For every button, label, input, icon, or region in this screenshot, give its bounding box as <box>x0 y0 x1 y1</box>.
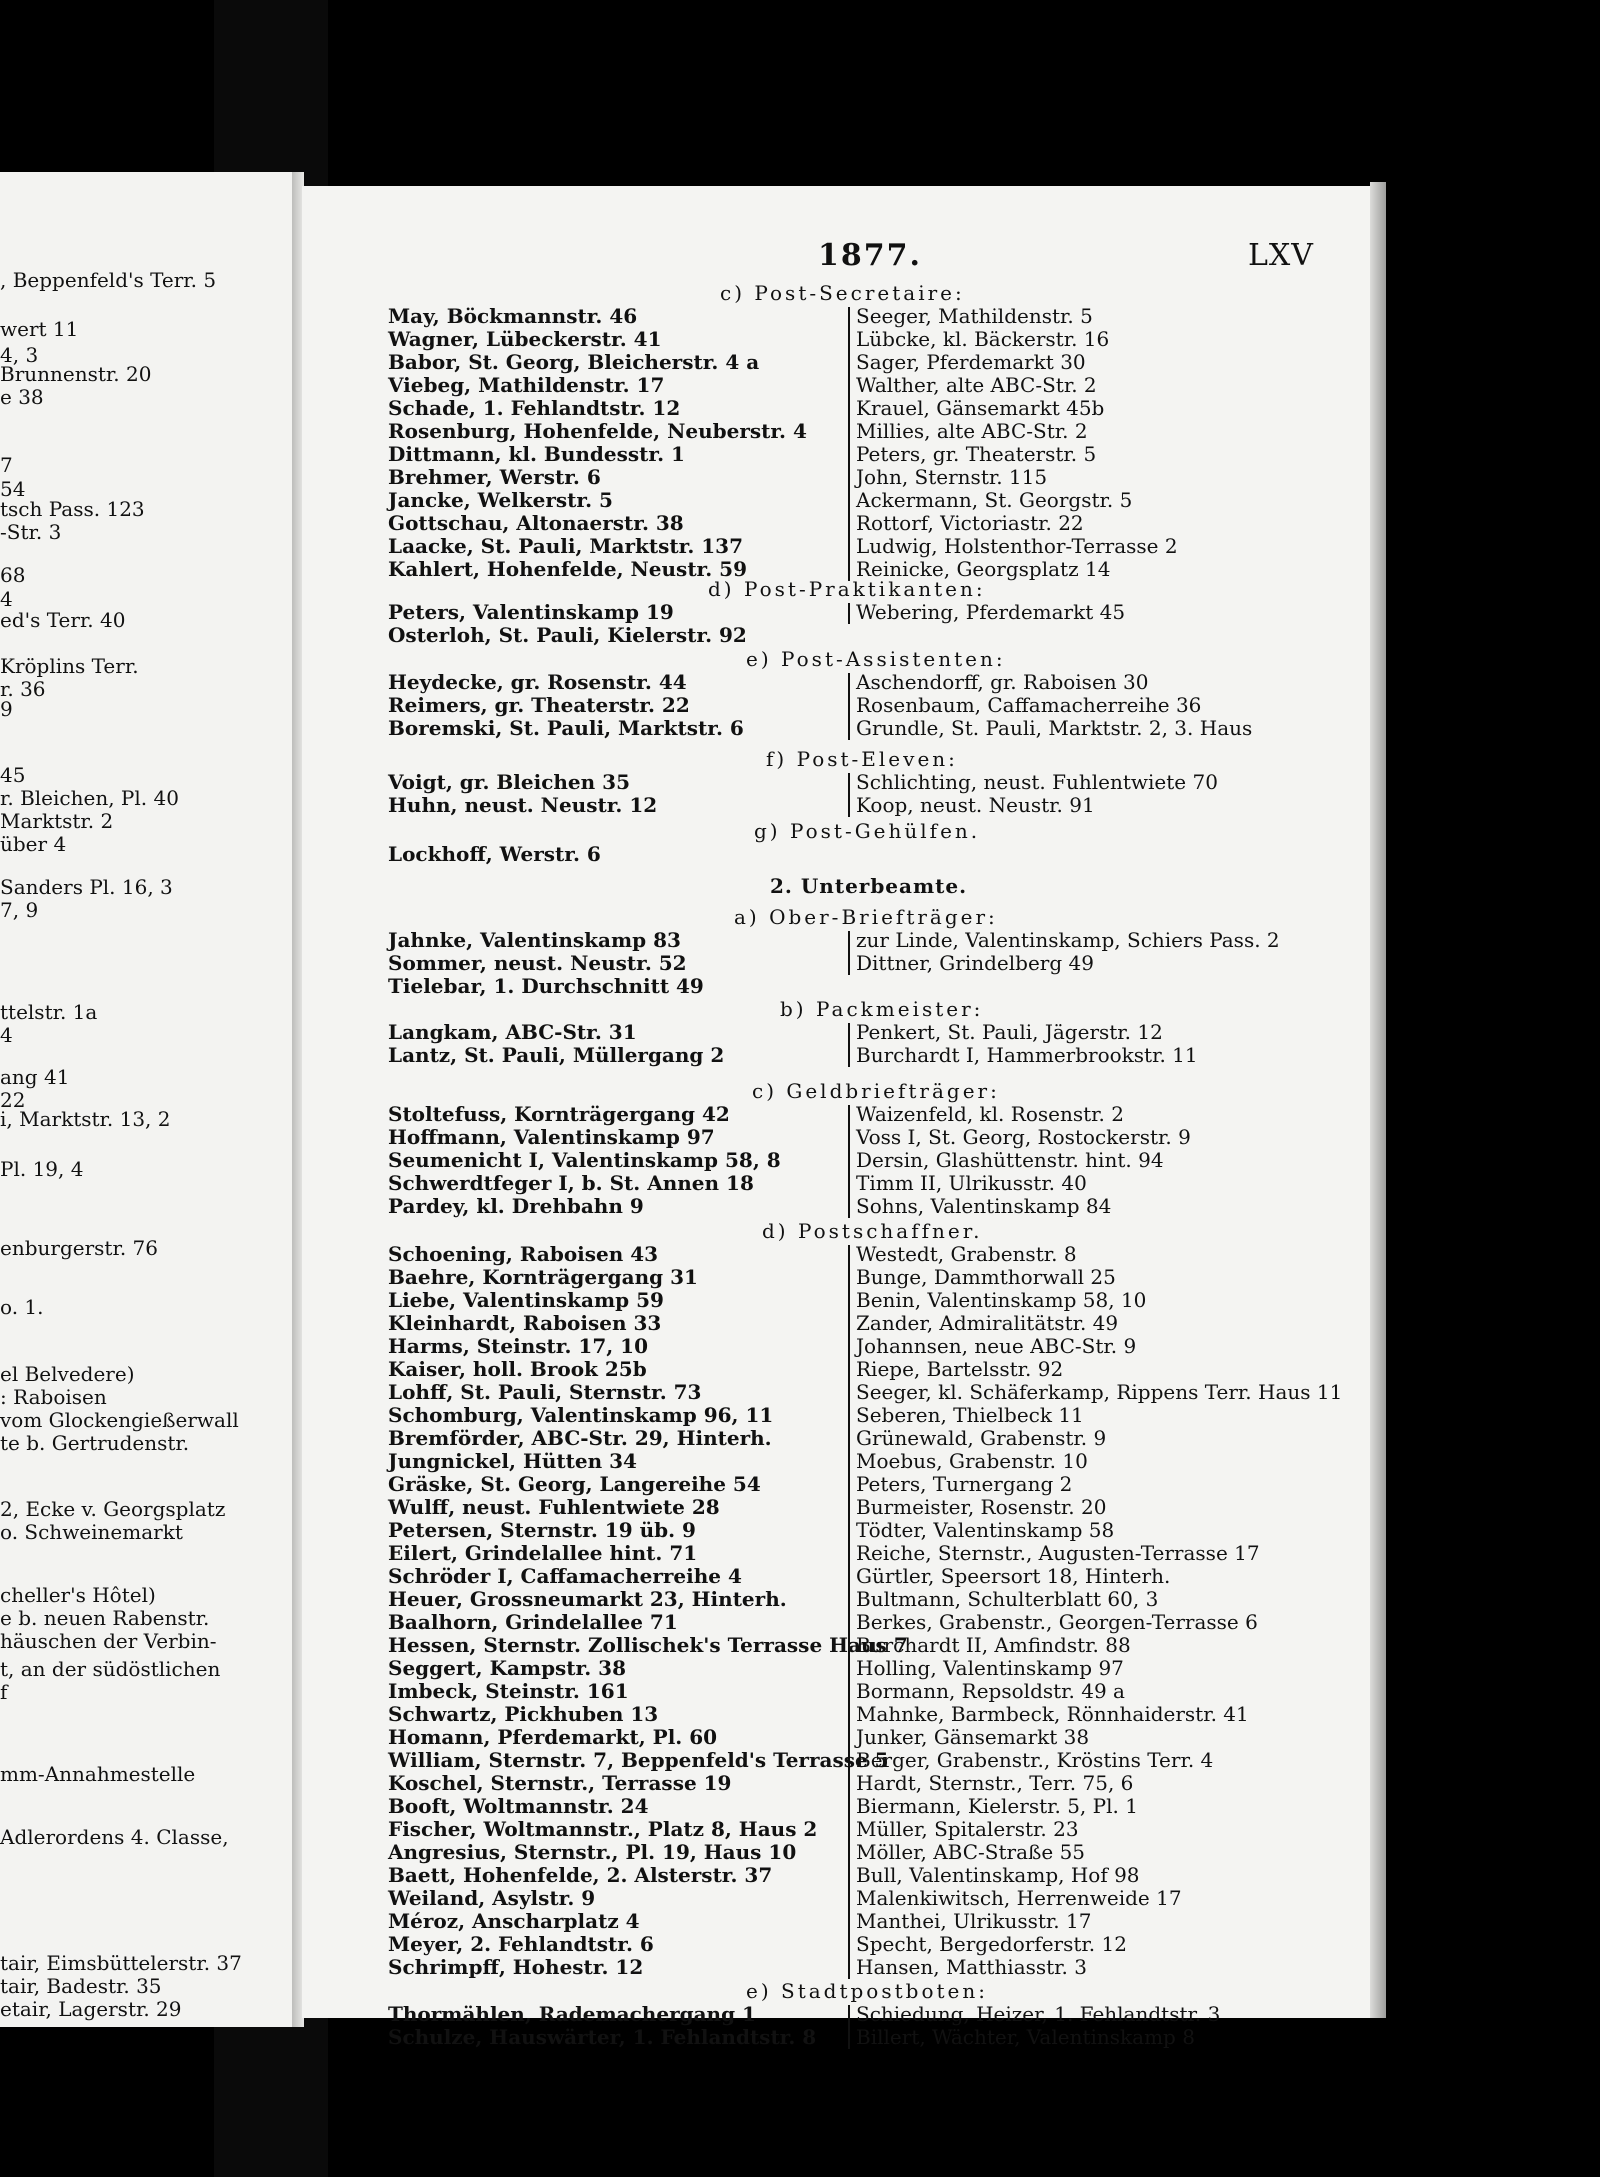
left-page-line: 7 <box>0 453 13 477</box>
entry-right: Bull, Valentinskamp, Hof 98 <box>856 1863 1140 1887</box>
entry-right: Dersin, Glashüttenstr. hint. 94 <box>856 1148 1164 1172</box>
entry-right: Reinicke, Georgsplatz 14 <box>856 557 1111 581</box>
entry-left: Gottschau, Altonaerstr. 38 <box>388 511 684 535</box>
entry-left: Baehre, Kornträgergang 31 <box>388 1265 698 1289</box>
entry-left: Schomburg, Valentinskamp 96, 11 <box>388 1403 774 1427</box>
section-heading: b) Packmeister: <box>780 997 984 1021</box>
entry-right: Berkes, Grabenstr., Georgen-Terrasse 6 <box>856 1610 1258 1634</box>
entry-right: Seeger, Mathildenstr. 5 <box>856 304 1093 328</box>
entry-right: Burchardt I, Hammerbrookstr. 11 <box>856 1043 1198 1067</box>
entry-left: Langkam, ABC-Str. 31 <box>388 1020 637 1044</box>
entry-right: Lübcke, kl. Bäckerstr. 16 <box>856 327 1110 351</box>
left-page-line: -Str. 3 <box>0 520 62 544</box>
entry-left: Schade, 1. Fehlandtstr. 12 <box>388 396 681 420</box>
entry-right: Schlichting, neust. Fuhlentwiete 70 <box>856 770 1218 794</box>
column-bracket <box>848 307 850 581</box>
entry-right: Dittner, Grindelberg 49 <box>856 951 1094 975</box>
entry-left: Schwartz, Pickhuben 13 <box>388 1702 659 1726</box>
entry-right: Seberen, Thielbeck 11 <box>856 1403 1084 1427</box>
left-page-line: 4, 3 <box>0 343 39 367</box>
left-page-line: i, Marktstr. 13, 2 <box>0 1107 171 1131</box>
entry-left: Jahnke, Valentinskamp 83 <box>388 928 681 952</box>
entry-left: Sommer, neust. Neustr. 52 <box>388 951 687 975</box>
entry-right: Malenkiwitsch, Herrenweide 17 <box>856 1886 1182 1910</box>
left-page-line: tair, Eimsbüttelerstr. 37 <box>0 1951 242 1975</box>
entry-left: Babor, St. Georg, Bleicherstr. 4 a <box>388 350 760 374</box>
left-page-line: , Beppenfeld's Terr. 5 <box>0 268 217 292</box>
entry-right: Grundle, St. Pauli, Marktstr. 2, 3. Haus <box>856 716 1253 740</box>
entry-right: Voss I, St. Georg, Rostockerstr. 9 <box>856 1125 1191 1149</box>
entry-left: Harms, Steinstr. 17, 10 <box>388 1334 648 1358</box>
section-heading: f) Post-Eleven: <box>766 747 958 771</box>
entry-right: Möller, ABC-Straße 55 <box>856 1840 1086 1864</box>
bookmark-tab-top <box>214 0 328 190</box>
entry-right: Manthei, Ulrikusstr. 17 <box>856 1909 1092 1933</box>
entry-left: Baalhorn, Grindelallee 71 <box>388 1610 678 1634</box>
entry-right: Berger, Grabenstr., Kröstins Terr. 4 <box>856 1748 1214 1772</box>
entry-right: Moebus, Grabenstr. 10 <box>856 1449 1088 1473</box>
entry-right: Hardt, Sternstr., Terr. 75, 6 <box>856 1771 1134 1795</box>
entry-right: Seeger, kl. Schäferkamp, Rippens Terr. Haus 11 <box>856 1380 1343 1404</box>
entry-right: Rottorf, Victoriastr. 22 <box>856 511 1084 535</box>
column-bracket <box>848 2005 850 2049</box>
left-page-line: : Raboisen <box>0 1385 107 1409</box>
entry-left: Boremski, St. Pauli, Marktstr. 6 <box>388 716 744 740</box>
left-page-line: e 38 <box>0 385 44 409</box>
left-page-line: o. Schweinemarkt <box>0 1520 183 1544</box>
entry-left: Koschel, Sternstr., Terrasse 19 <box>388 1771 732 1795</box>
entry-right: Krauel, Gänsemarkt 45b <box>856 396 1105 420</box>
section-heading: c) Post-Secretaire: <box>720 281 965 305</box>
entry-right: Riepe, Bartelsstr. 92 <box>856 1357 1064 1381</box>
left-page-line: wert 11 <box>0 317 79 341</box>
entry-left: Wulff, neust. Fuhlentwiete 28 <box>388 1495 720 1519</box>
entry-right: Grünewald, Grabenstr. 9 <box>856 1426 1107 1450</box>
column-bracket <box>848 1245 850 1979</box>
entry-right: Bultmann, Schulterblatt 60, 3 <box>856 1587 1159 1611</box>
entry-left: Osterloh, St. Pauli, Kielerstr. 92 <box>388 623 747 647</box>
entry-left: Angresius, Sternstr., Pl. 19, Haus 10 <box>388 1840 797 1864</box>
left-page-line: e b. neuen Rabenstr. <box>0 1606 210 1630</box>
entry-left: Lohff, St. Pauli, Sternstr. 73 <box>388 1380 702 1404</box>
entry-left: Kahlert, Hohenfelde, Neustr. 59 <box>388 557 748 581</box>
column-bracket <box>848 603 850 624</box>
section-heading: d) Post-Praktikanten: <box>708 577 986 601</box>
entry-right: zur Linde, Valentinskamp, Schiers Pass. 2 <box>856 928 1280 952</box>
entry-left: Kleinhardt, Raboisen 33 <box>388 1311 662 1335</box>
entry-right: Ludwig, Holstenthor-Terrasse 2 <box>856 534 1178 558</box>
entry-left: Eilert, Grindelallee hint. 71 <box>388 1541 698 1565</box>
entry-left: Viebeg, Mathildenstr. 17 <box>388 373 665 397</box>
entry-left: Voigt, gr. Bleichen 35 <box>388 770 630 794</box>
entry-right: Gürtler, Speersort 18, Hinterh. <box>856 1564 1171 1588</box>
entry-right: Timm II, Ulrikusstr. 40 <box>856 1171 1087 1195</box>
left-page-line: Brunnenstr. 20 <box>0 362 152 386</box>
entry-left: Pardey, kl. Drehbahn 9 <box>388 1194 644 1218</box>
left-page-line: 45 <box>0 763 26 787</box>
entry-right: Sohns, Valentinskamp 84 <box>856 1194 1112 1218</box>
entry-right: Zander, Admiralitätstr. 49 <box>856 1311 1119 1335</box>
left-page-line: ang 41 <box>0 1065 70 1089</box>
left-page-line: Sanders Pl. 16, 3 <box>0 875 173 899</box>
entry-left: Wagner, Lübeckerstr. 41 <box>388 327 662 351</box>
entry-right: Schiedung, Heizer, 1. Fehlandtstr. 3 <box>856 2002 1221 2026</box>
column-bracket <box>848 773 850 817</box>
entry-right: Ackermann, St. Georgstr. 5 <box>856 488 1133 512</box>
page-year: 1877. <box>818 238 922 273</box>
entry-left: Lantz, St. Pauli, Müllergang 2 <box>388 1043 725 1067</box>
entry-left: Heydecke, gr. Rosenstr. 44 <box>388 670 687 694</box>
entry-left: Laacke, St. Pauli, Marktstr. 137 <box>388 534 743 558</box>
entry-left: Jungnickel, Hütten 34 <box>388 1449 637 1473</box>
section-heading: a) Ober-Briefträger: <box>734 905 998 929</box>
entry-left: Stoltefuss, Kornträgergang 42 <box>388 1102 730 1126</box>
column-bracket <box>848 1023 850 1067</box>
entry-right: Burmeister, Rosenstr. 20 <box>856 1495 1107 1519</box>
left-page-line: über 4 <box>0 832 67 856</box>
entry-right: Peters, Turnergang 2 <box>856 1472 1073 1496</box>
entry-right: Specht, Bergedorferstr. 12 <box>856 1932 1127 1956</box>
entry-left: Rosenburg, Hohenfelde, Neuberstr. 4 <box>388 419 807 443</box>
entry-right: Biermann, Kielerstr. 5, Pl. 1 <box>856 1794 1138 1818</box>
entry-right: Junker, Gänsemarkt 38 <box>856 1725 1090 1749</box>
left-page-line: t, an der südöstlichen <box>0 1657 221 1681</box>
entry-left: Baett, Hohenfelde, 2. Alsterstr. 37 <box>388 1863 773 1887</box>
entry-right: Johannsen, neue ABC-Str. 9 <box>856 1334 1137 1358</box>
entry-left: Liebe, Valentinskamp 59 <box>388 1288 664 1312</box>
left-page-line: Marktstr. 2 <box>0 809 114 833</box>
entry-left: May, Böckmannstr. 46 <box>388 304 638 328</box>
entry-left: Imbeck, Steinstr. 161 <box>388 1679 629 1703</box>
entry-right: Koop, neust. Neustr. 91 <box>856 793 1095 817</box>
entry-right: Bormann, Repsoldstr. 49 a <box>856 1679 1125 1703</box>
left-page-line: 9 <box>0 697 13 721</box>
entry-left: Schrimpff, Hohestr. 12 <box>388 1955 644 1979</box>
entry-left: Hessen, Sternstr. Zollischek's Terrasse Haus 7 <box>388 1633 908 1657</box>
entry-right: Westedt, Grabenstr. 8 <box>856 1242 1077 1266</box>
entry-left: Booft, Woltmannstr. 24 <box>388 1794 649 1818</box>
left-page-line: vom Glockengießerwall <box>0 1408 239 1432</box>
page-edge <box>1370 182 1386 2018</box>
entry-left: Dittmann, kl. Bundesstr. 1 <box>388 442 685 466</box>
left-page-line: mm-Annahmestelle <box>0 1762 196 1786</box>
left-page-line: r. 36 <box>0 677 46 701</box>
left-page-line: Adlerordens 4. Classe, <box>0 1825 229 1849</box>
entry-right: John, Sternstr. 115 <box>856 465 1048 489</box>
left-page-line: r. Bleichen, Pl. 40 <box>0 786 179 810</box>
left-page-line: tair, Badestr. 35 <box>0 1974 162 1998</box>
entry-right: Peters, gr. Theaterstr. 5 <box>856 442 1097 466</box>
entry-right: Rosenbaum, Caffamacherreihe 36 <box>856 693 1202 717</box>
entry-right: Müller, Spitalerstr. 23 <box>856 1817 1079 1841</box>
entry-left: Reimers, gr. Theaterstr. 22 <box>388 693 690 717</box>
entry-right: Mahnke, Barmbeck, Rönnhaiderstr. 41 <box>856 1702 1249 1726</box>
entry-left: Huhn, neust. Neustr. 12 <box>388 793 658 817</box>
entry-left: Schoening, Raboisen 43 <box>388 1242 659 1266</box>
entry-left: Brehmer, Werstr. 6 <box>388 465 601 489</box>
left-page-line: 4 <box>0 587 13 611</box>
entry-left: Schröder I, Caffamacherreihe 4 <box>388 1564 742 1588</box>
entry-left: Thormählen, Rademachergang 1 <box>388 2002 756 2026</box>
column-bracket <box>848 1105 850 1218</box>
entry-left: William, Sternstr. 7, Beppenfeld's Terrasse 5 <box>388 1748 889 1772</box>
section-heading: 2. Unterbeamte. <box>770 874 968 898</box>
entry-left: Kaiser, holl. Brook 25b <box>388 1357 647 1381</box>
entry-left: Peters, Valentinskamp 19 <box>388 600 674 624</box>
section-heading: d) Postschaffner. <box>762 1219 983 1243</box>
entry-right: Penkert, St. Pauli, Jägerstr. 12 <box>856 1020 1163 1044</box>
entry-left: Jancke, Welkerstr. 5 <box>388 488 613 512</box>
entry-left: Seggert, Kampstr. 38 <box>388 1656 627 1680</box>
left-page-line: ttelstr. 1a <box>0 1000 98 1024</box>
left-page-line: o. 1. <box>0 1295 44 1319</box>
entry-left: Méroz, Anscharplatz 4 <box>388 1909 640 1933</box>
entry-right: Billert, Wächter, Valentinskamp 8 <box>856 2025 1195 2049</box>
entry-left: Lockhoff, Werstr. 6 <box>388 842 601 866</box>
entry-left: Weiland, Asylstr. 9 <box>388 1886 596 1910</box>
entry-left: Seumenicht I, Valentinskamp 58, 8 <box>388 1148 781 1172</box>
entry-right: Bunge, Dammthorwall 25 <box>856 1265 1116 1289</box>
entry-left: Fischer, Woltmannstr., Platz 8, Haus 2 <box>388 1817 818 1841</box>
entry-right: Waizenfeld, kl. Rosenstr. 2 <box>856 1102 1124 1126</box>
entry-left: Heuer, Grossneumarkt 23, Hinterh. <box>388 1587 787 1611</box>
section-heading: c) Geldbriefträger: <box>752 1079 1000 1103</box>
left-page-line: te b. Gertrudenstr. <box>0 1431 190 1455</box>
left-page <box>0 172 292 2027</box>
section-heading: e) Post-Assistenten: <box>746 647 1006 671</box>
column-bracket <box>848 931 850 975</box>
entry-left: Gräske, St. Georg, Langereihe 54 <box>388 1472 761 1496</box>
page-number: LXV <box>1248 238 1314 273</box>
left-page-line: häuschen der Verbin- <box>0 1629 217 1653</box>
entry-right: Reiche, Sternstr., Augusten-Terrasse 17 <box>856 1541 1260 1565</box>
entry-right: Sager, Pferdemarkt 30 <box>856 350 1086 374</box>
left-page-line: 7, 9 <box>0 898 39 922</box>
entry-right: Holling, Valentinskamp 97 <box>856 1656 1124 1680</box>
left-page-line: 4 <box>0 1023 13 1047</box>
entry-left: Petersen, Sternstr. 19 üb. 9 <box>388 1518 696 1542</box>
left-page-line: 22 <box>0 1088 26 1112</box>
entry-right: Hansen, Matthiasstr. 3 <box>856 1955 1087 1979</box>
entry-right: Aschendorff, gr. Raboisen 30 <box>856 670 1149 694</box>
entry-right: Millies, alte ABC-Str. 2 <box>856 419 1088 443</box>
entry-right: Benin, Valentinskamp 58, 10 <box>856 1288 1147 1312</box>
section-heading: g) Post-Gehülfen. <box>754 819 981 843</box>
entry-left: Bremförder, ABC-Str. 29, Hinterh. <box>388 1426 772 1450</box>
entry-left: Tielebar, 1. Durchschnitt 49 <box>388 974 704 998</box>
left-page-line: 54 <box>0 477 26 501</box>
left-page-line: Pl. 19, 4 <box>0 1157 84 1181</box>
left-page-line: Kröplins Terr. <box>0 654 139 678</box>
entry-left: Schwerdtfeger I, b. St. Annen 18 <box>388 1171 754 1195</box>
left-page-line: 2, Ecke v. Georgsplatz <box>0 1497 226 1521</box>
left-page-line: f <box>0 1680 8 1704</box>
left-page-line: 68 <box>0 563 26 587</box>
left-page-line: ed's Terr. 40 <box>0 608 126 632</box>
entry-right: Walther, alte ABC-Str. 2 <box>856 373 1097 397</box>
entry-left: Meyer, 2. Fehlandtstr. 6 <box>388 1932 654 1956</box>
entry-right: Webering, Pferdemarkt 45 <box>856 600 1126 624</box>
left-page-line: etair, Lagerstr. 29 <box>0 1997 182 2021</box>
entry-left: Homann, Pferdemarkt, Pl. 60 <box>388 1725 718 1749</box>
left-page-line: enburgerstr. 76 <box>0 1236 158 1260</box>
column-bracket <box>848 673 850 740</box>
left-page-line: el Belvedere) <box>0 1362 135 1386</box>
entry-left: Schulze, Hauswärter, 1. Fehlandtstr. 8 <box>388 2025 817 2049</box>
left-page-line: cheller's Hôtel) <box>0 1583 156 1607</box>
section-heading: e) Stadtpostboten: <box>746 1979 988 2003</box>
entry-right: Burchardt II, Amfindstr. 88 <box>856 1633 1131 1657</box>
left-page-line: tsch Pass. 123 <box>0 497 145 521</box>
entry-right: Tödter, Valentinskamp 58 <box>856 1518 1115 1542</box>
entry-left: Hoffmann, Valentinskamp 97 <box>388 1125 715 1149</box>
